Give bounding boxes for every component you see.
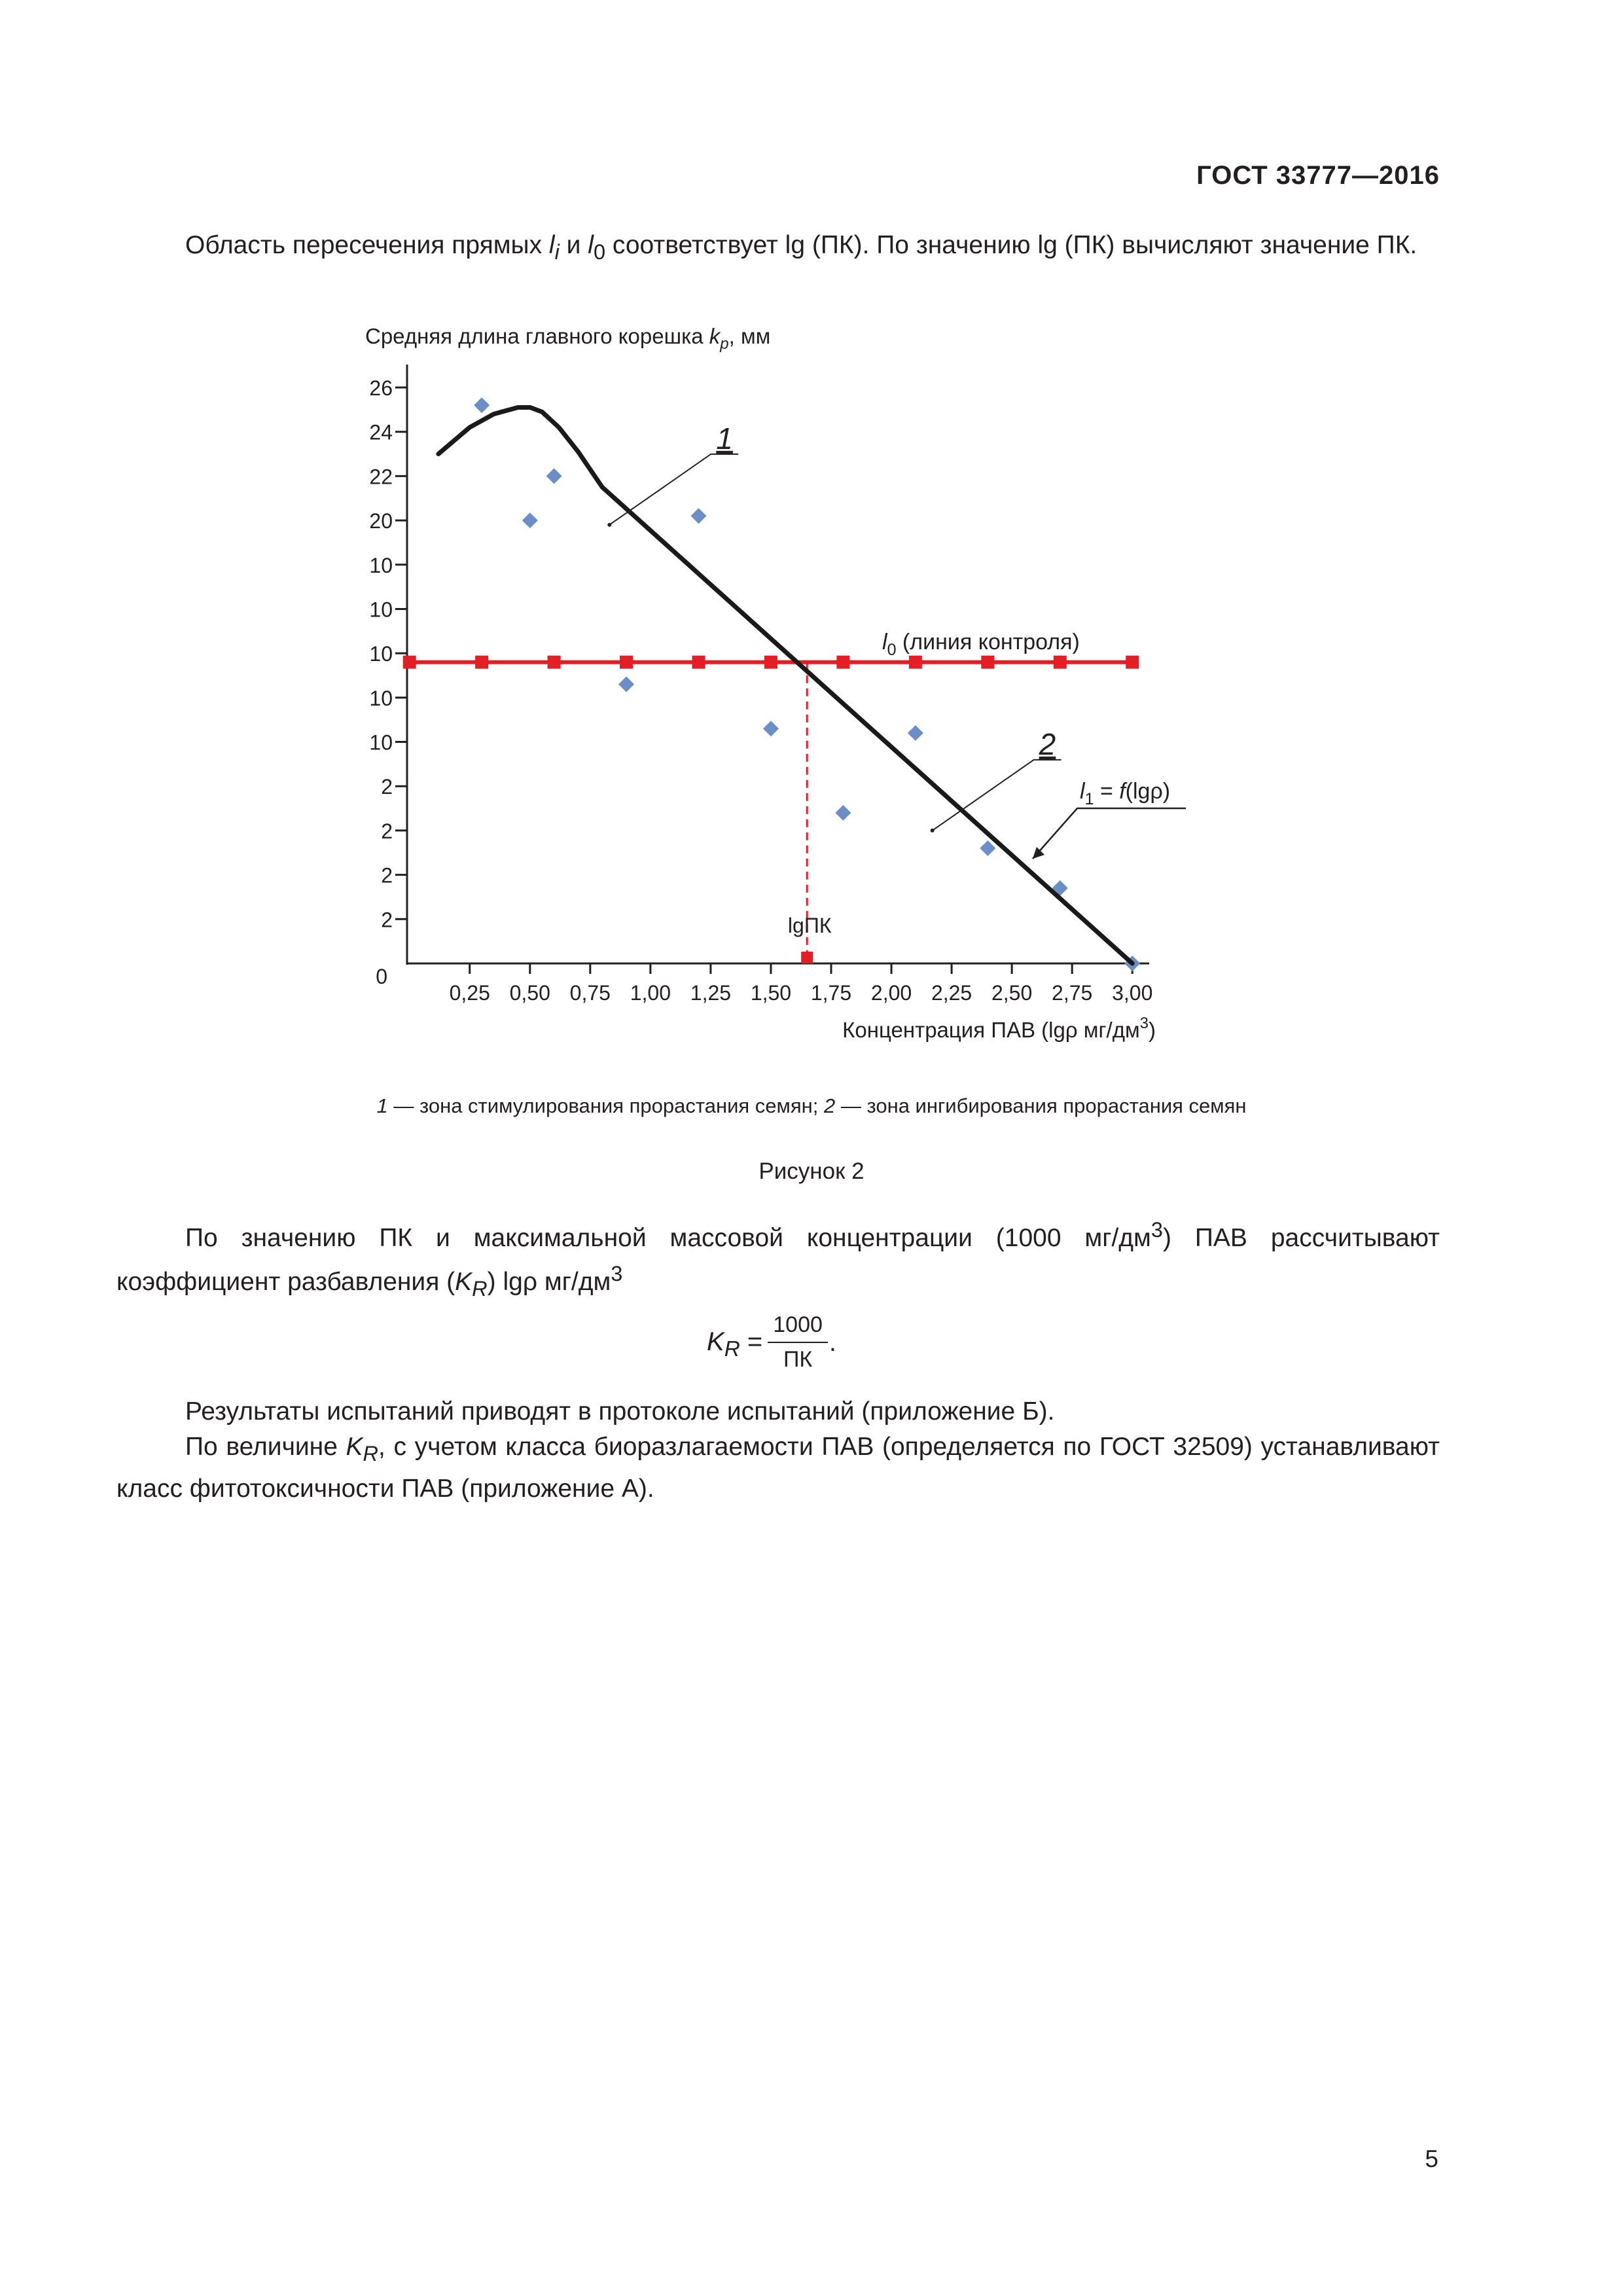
control-marker	[981, 656, 994, 669]
y-tick-label: 10	[369, 598, 393, 622]
scatter-point	[908, 725, 923, 741]
class-k-sub: R	[363, 1441, 379, 1465]
x-tick-label: 1,00	[630, 981, 671, 1005]
y-tick-label: 20	[369, 509, 393, 533]
y-tick-label: 26	[369, 376, 393, 400]
scatter-point	[835, 805, 851, 821]
x-tick-label: 0,75	[569, 981, 611, 1005]
scatter-point	[763, 721, 779, 736]
control-marker	[909, 656, 922, 669]
formula-end: .	[829, 1327, 837, 1357]
concentration-chart	[0, 0, 1623, 1080]
control-marker	[1054, 656, 1067, 669]
intro-li: l	[548, 231, 555, 259]
y-zero-label: 0	[376, 965, 387, 988]
document-header: ГОСТ 33777—2016	[1196, 161, 1440, 190]
intro-text-2: и	[559, 231, 588, 259]
control-line-label: $l_0$ (линия контроля)	[882, 630, 1080, 659]
scatter-point	[474, 397, 490, 413]
dilution-k: K	[455, 1268, 473, 1296]
control-marker	[1126, 656, 1139, 669]
scatter-point	[522, 512, 538, 528]
y-axis-title: Средняя длина главного корешка $k_p$, мм	[365, 324, 771, 353]
lgpk-marker	[801, 952, 813, 963]
zone-1-label: 1	[716, 421, 733, 456]
y-tick-label: 2	[381, 863, 393, 888]
zone-1-leader	[609, 454, 738, 525]
legend-zone-1-text: — зона стимулирования прорастания семян;	[387, 1094, 824, 1117]
control-marker	[475, 656, 488, 669]
legend-zone-2-num: 2	[824, 1094, 836, 1117]
x-tick-label: 0,50	[509, 981, 550, 1005]
fit-curve-arrowhead	[1033, 847, 1044, 859]
y-tick-label: 10	[369, 553, 393, 577]
classification-paragraph	[116, 1429, 1440, 1507]
fit-curve-group	[438, 407, 1132, 963]
class-text-b: , с учетом класса биоразлагаемости ПАВ (определяется по ГОСТ 32509) устанавливают класс фитотоксичности ПАВ (приложение А).	[116, 1433, 1440, 1503]
dilution-sup-2: 3	[611, 1262, 623, 1285]
x-tick-label: 1,25	[690, 981, 732, 1005]
x-ticks	[450, 963, 1153, 1005]
y-tick-label: 24	[369, 420, 393, 444]
formula-numerator: 1000	[768, 1312, 828, 1343]
y-tick-label: 10	[369, 730, 393, 755]
fit-curve-label: $l_1 = f(\lg\rho)$	[1080, 779, 1171, 808]
y-tick-label: 2	[381, 775, 393, 799]
dilution-sup: 3	[1150, 1218, 1163, 1242]
intro-text-1: Область пересечения прямых	[185, 231, 549, 259]
dilution-paragraph	[116, 1212, 1440, 1306]
intro-text-3: соответствует lg (ПК). По значению lg (ПК) вычисляют значение ПК.	[605, 231, 1418, 259]
control-line-group	[403, 656, 1139, 963]
y-tick-label: 10	[369, 642, 393, 666]
control-marker	[836, 656, 849, 669]
figure-title: Рисунок 2	[758, 1158, 865, 1184]
control-marker	[548, 656, 561, 669]
intro-li-sub: i	[554, 240, 560, 264]
legend-zone-2-text: — зона ингибирования прорастания семян	[835, 1094, 1247, 1117]
intro-l0: l	[588, 231, 594, 259]
formula-lhs-sub: R	[724, 1336, 740, 1361]
x-tick-label: 2,50	[991, 981, 1033, 1005]
class-k: K	[346, 1433, 363, 1461]
x-tick-label: 0,25	[449, 981, 490, 1005]
y-tick-label: 22	[369, 465, 393, 489]
legend-zone-1-num: 1	[376, 1094, 388, 1117]
zone-2-leader	[933, 760, 1061, 831]
lgpk-label: lgПК	[787, 914, 832, 937]
x-tick-label: 2,25	[931, 981, 972, 1005]
formula-lhs: K	[707, 1327, 724, 1356]
scatter-point	[546, 468, 562, 484]
control-marker	[620, 656, 633, 669]
y-tick-label: 2	[381, 819, 393, 843]
figure-legend	[0, 1094, 1623, 1118]
scatter-point	[618, 677, 634, 692]
x-tick-label: 3,00	[1112, 981, 1153, 1005]
results-paragraph: Результаты испытаний приводят в протоколе испытаний (приложение Б).	[185, 1397, 1055, 1426]
fit-curve	[438, 407, 1132, 963]
x-axis-title: Концентрация ПАВ (lgρ $мг/дм^3$)	[842, 1014, 1156, 1042]
control-marker	[403, 656, 416, 669]
scatter-point	[691, 508, 707, 524]
dilution-k-sub: R	[472, 1276, 488, 1300]
x-tick-label: 2,75	[1052, 981, 1093, 1005]
formula	[707, 1312, 836, 1372]
scatter-point	[980, 840, 995, 856]
control-marker	[764, 656, 777, 669]
y-tick-label: 2	[381, 908, 393, 932]
y-tick-label: 10	[369, 686, 393, 710]
control-marker	[692, 656, 705, 669]
dilution-text-a: По значению ПК и максимальной массовой концентрации (1000 мг/дм	[185, 1224, 1151, 1252]
dilution-text-c: ) lgρ мг/дм	[487, 1268, 611, 1296]
fit-curve-leader	[1033, 808, 1186, 859]
x-tick-label: 1,50	[750, 981, 792, 1005]
y-ticks	[369, 376, 407, 931]
zone-2-label: 2	[1039, 726, 1056, 761]
class-text-a: По величине	[185, 1433, 346, 1461]
page-number: 5	[1425, 2145, 1438, 2172]
dilution-text-b: ) ПАВ рассчитывают коэффициент разбавления (	[116, 1224, 1440, 1296]
formula-denominator: ПК	[783, 1347, 813, 1372]
intro-l0-sub: 0	[593, 240, 606, 264]
formula-eq: =	[740, 1327, 763, 1356]
x-tick-label: 1,75	[810, 981, 852, 1005]
x-tick-label: 2,00	[870, 981, 912, 1005]
